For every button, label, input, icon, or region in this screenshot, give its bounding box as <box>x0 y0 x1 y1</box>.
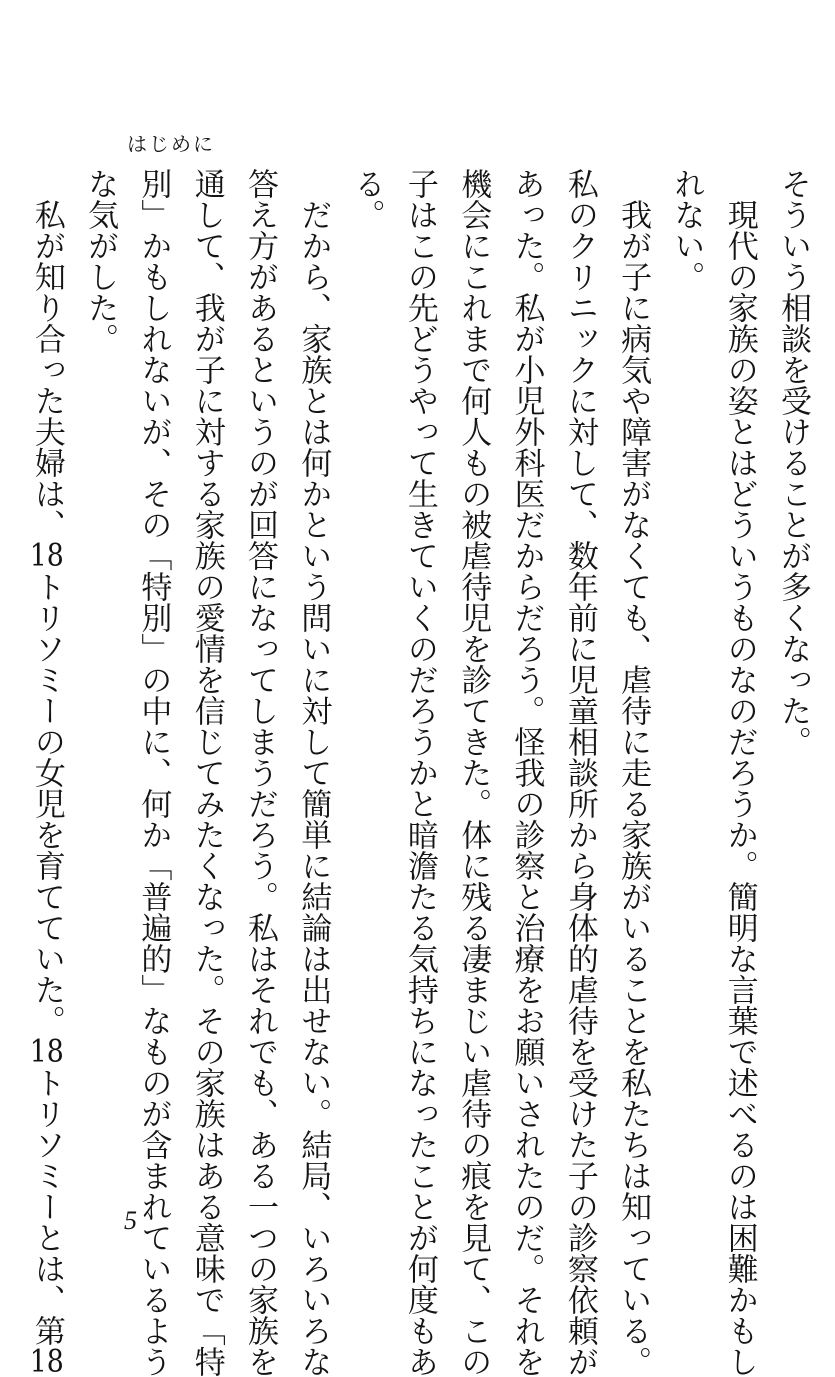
text-column: そういう相談を受けることが多くなった。 <box>775 168 811 757</box>
text-column: 子はこの先どうやって生きていくのだろうかと暗澹たる気持ちになったことが何度もあ <box>401 168 438 1377</box>
text-column: 機会にこれまで何人もの被虐待児を診てきた。体に残る凄まじい虐待の痕を見て、この <box>455 168 492 1377</box>
text-column: な気がした。 <box>82 168 119 354</box>
text-column: だから、家族とは何かという問いに対して簡単に結論は出せない。結局、いろいろな <box>295 168 332 1377</box>
body-text <box>23 168 813 1377</box>
text-column: れない。 <box>668 168 705 292</box>
text-column: 我が子に病気や障害がなくても、虐待に走る家族がいることを私たちは知っている。 <box>615 168 652 1377</box>
upright-number: 18 <box>29 1346 64 1377</box>
text-column: 私のクリニックに対して、数年前に児童相談所から身体的虐待を受けた子の診察依頼が <box>561 168 598 1377</box>
upright-number: 18 <box>29 540 64 571</box>
text-column: 私が知り合った夫婦は、18トリソミーの女児を育てていた。18トリソミーとは、第18 <box>28 168 65 1377</box>
text-column: あった。私が小児外科医だからだろう。怪我の診察と治療をお願いされたのだ。それを <box>508 168 545 1377</box>
running-header: はじめに <box>127 132 215 156</box>
text-column: 答え方があるというのが回答になってしまうだろう。私はそれでも、ある一つの家族を <box>242 168 278 1377</box>
text-column: る。 <box>348 168 385 230</box>
text-column: 別」かもしれないが、その「特別」の中に、何か「普遍的」なものが含まれているよう <box>135 168 172 1377</box>
page-number: 5 <box>124 1206 137 1235</box>
upright-number: 18 <box>29 1036 64 1067</box>
text-column: 現代の家族の姿とはどういうものなのだろうか。簡明な言葉で述べるのは困難かもし <box>721 168 758 1377</box>
text-column: 通して、我が子に対する家族の愛情を信じてみたくなった。その家族はある意味で「特 <box>188 168 225 1377</box>
